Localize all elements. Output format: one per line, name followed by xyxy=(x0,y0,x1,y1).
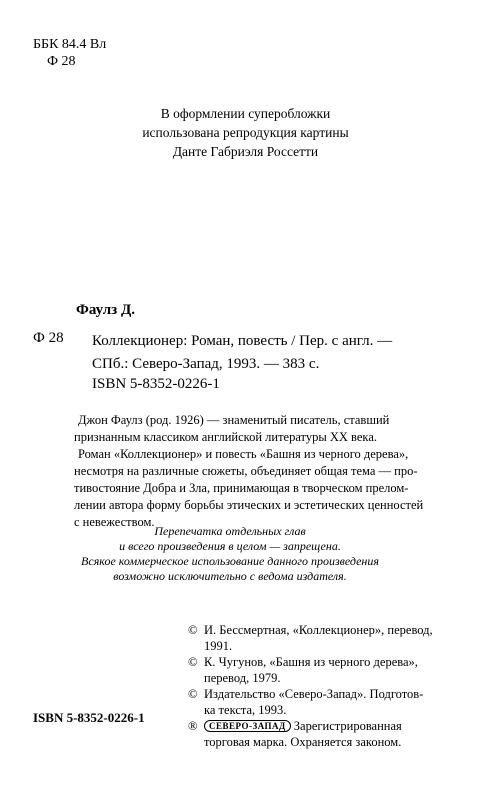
copyright-symbol: © xyxy=(188,655,198,669)
annotation-line: лении автора форму борьбы этических и эстетических ценностей xyxy=(74,498,424,512)
reprint-line: Всякое коммерческое использование данного произведения xyxy=(81,554,379,568)
annotation-line: Роман «Коллекционер» и повесть «Башня из черного дерева», xyxy=(78,447,409,461)
trademark-line: торговая марка. Охраняется законом. xyxy=(204,735,402,749)
reprint-notice xyxy=(0,524,460,584)
copyright-line: 1991. xyxy=(204,639,233,653)
copyright-block xyxy=(188,622,433,750)
copyright-symbol: © xyxy=(188,687,198,701)
annotation-line: несмотря на различные сюжеты, объединяет общая тема — про- xyxy=(74,464,418,478)
annotation xyxy=(74,412,423,531)
copyright-entry xyxy=(188,686,433,718)
trademark-entry xyxy=(188,718,433,750)
bbk-block xyxy=(33,36,106,70)
copyright-line: И. Бессмертная, «Коллекционер», перевод, xyxy=(204,623,433,637)
bibliographic-line: СПб.: Северо-Запад, 1993. — 383 с. xyxy=(92,356,320,372)
reprint-line: возможно исключительно с ведома издателя. xyxy=(113,569,347,583)
copyright-line: ка текста, 1993. xyxy=(204,703,287,717)
cover-note-line: В оформлении суперобложки xyxy=(160,106,331,121)
bibliographic-line: Коллекционер: Роман, повесть / Пер. с англ. — xyxy=(92,333,393,349)
copyright-line: Издательство «Северо-Запад». Подготов- xyxy=(204,687,424,701)
annotation-line: тивостояние Добра и Зла, принимающая в творческом прелом- xyxy=(74,481,409,495)
copyright-line: К. Чугунов, «Башня из черного дерева», xyxy=(204,655,418,669)
trademark-line: Зарегистрированная xyxy=(293,719,402,733)
bbk-index: ББК 84.4 Вл xyxy=(33,37,107,52)
bibliographic-record xyxy=(92,330,392,376)
cover-note-line: Данте Габриэля Россетти xyxy=(172,144,319,159)
copyright-line: перевод, 1979. xyxy=(204,671,281,685)
copyright-entry xyxy=(188,654,433,686)
reprint-line: и всего произведения в целом — запрещена. xyxy=(119,539,341,553)
author-heading: Фаулз Д. xyxy=(76,302,136,318)
cover-note xyxy=(0,104,491,161)
annotation-line: признанным классиком английской литературы XX века. xyxy=(74,430,377,444)
annotation-line: Джон Фаулз (род. 1926) — знаменитый писатель, ставший xyxy=(78,413,390,427)
annotation-line: с невежеством. xyxy=(74,515,155,529)
registered-symbol: ® xyxy=(188,719,198,733)
reprint-line: Перепечатка отдельных глав xyxy=(154,524,306,538)
publisher-logo: СЕВЕРО-ЗАПАД xyxy=(204,720,291,732)
cover-note-line: использована репродукция картины xyxy=(142,125,349,140)
classification-code: Ф 28 xyxy=(33,330,64,346)
bbk-author-code: Ф 28 xyxy=(47,54,76,69)
isbn-bottom: ISBN 5-8352-0226-1 xyxy=(33,710,145,725)
isbn-main: ISBN 5-8352-0226-1 xyxy=(92,376,220,392)
copyright-symbol: © xyxy=(188,623,198,637)
copyright-entry xyxy=(188,622,433,654)
